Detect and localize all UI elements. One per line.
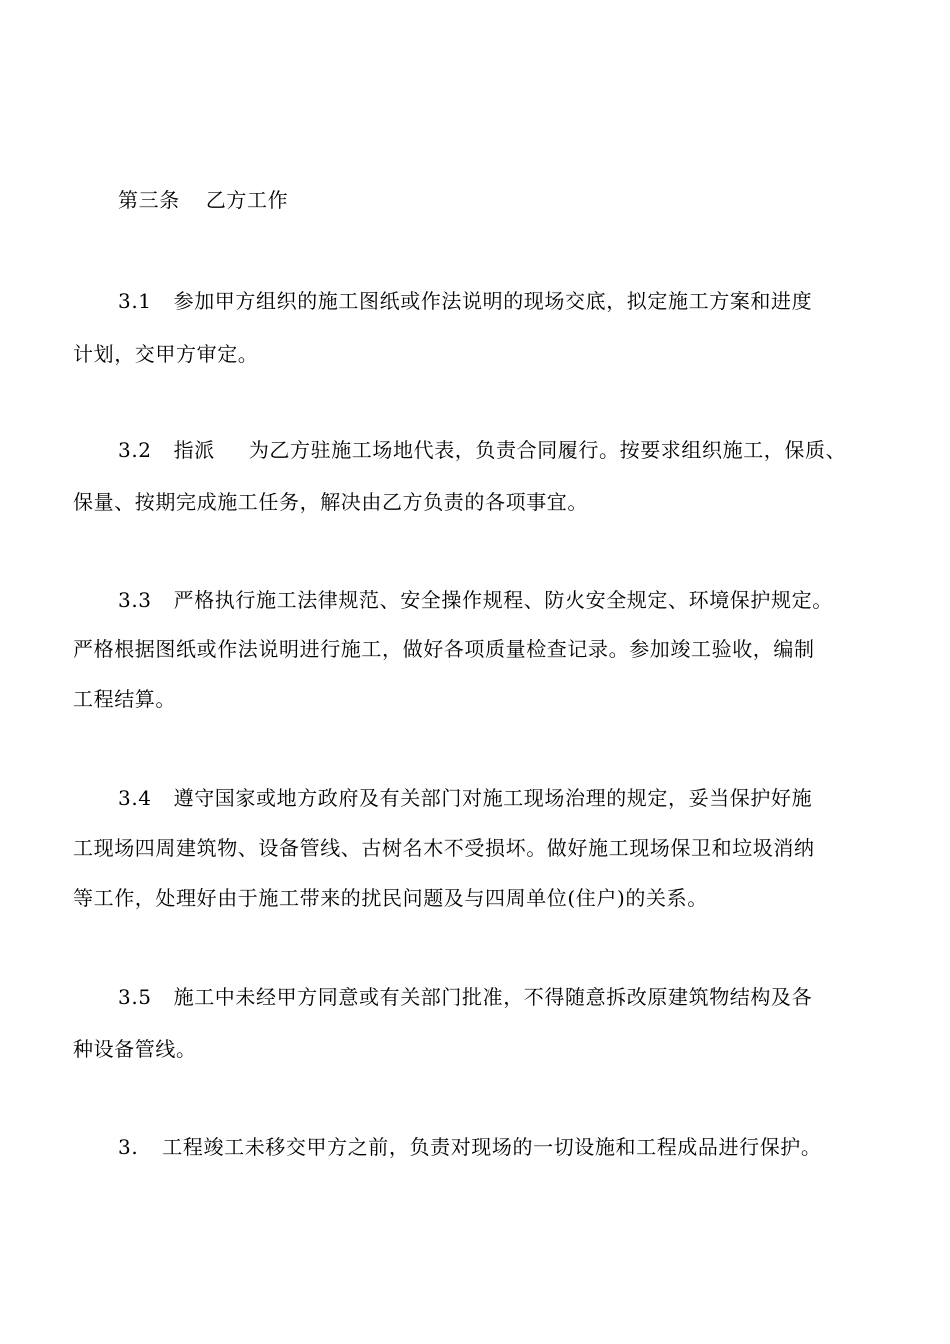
clause-3-5-line-1 — [118, 983, 948, 1011]
clause-number: 3.5 — [118, 985, 152, 1009]
clause-text: 施工中未经甲方同意或有关部门批准，不得随意拆改原建筑物结构及各 — [173, 985, 813, 1009]
clause-number: 3.1 — [118, 289, 152, 313]
clause-3-3-line-1 — [118, 586, 948, 614]
clause-text: 遵守国家或地方政府及有关部门对施工现场治理的规定，妥当保护好施 — [173, 786, 813, 810]
clause-text: 参加甲方组织的施工图纸或作法说明的现场交底，拟定施工方案和进度 — [173, 289, 813, 313]
clause-3-6-line-1 — [118, 1133, 948, 1161]
clause-text: 为乙方驻施工场地代表，负责合同履行。按要求组织施工，保质、 — [248, 438, 847, 462]
clause-text: 等工作，处理好由于施工带来的扰民问题及与四周单位(住户)的关系。 — [73, 886, 708, 910]
clause-text: 严格根据图纸或作法说明进行施工，做好各项质量检查记录。参加竣工验收，编制 — [73, 637, 815, 661]
clause-3-2-line-2 — [73, 488, 903, 516]
article-number: 第三条 — [118, 188, 180, 212]
clause-text: 计划，交甲方审定。 — [73, 342, 259, 366]
clause-number: 3.2 — [118, 438, 152, 462]
clause-3-1-line-1 — [118, 287, 948, 315]
clause-3-3-line-2 — [73, 635, 903, 663]
article-title: 乙方工作 — [205, 188, 289, 212]
clause-3-2-line-1 — [118, 436, 948, 464]
clause-3-4-line-3 — [73, 884, 903, 912]
clause-3-4-line-1 — [118, 784, 948, 812]
clause-text: 工程竣工未移交甲方之前，负责对现场的一切设施和工程成品进行保护。 — [162, 1135, 822, 1159]
clause-3-1-line-2 — [73, 340, 903, 368]
clause-text: 种设备管线。 — [73, 1037, 197, 1061]
clause-text: 严格执行施工法律规范、安全操作规程、防火安全规定、环境保护规定。 — [173, 588, 833, 612]
clause-number: 3. — [118, 1135, 139, 1159]
clause-number: 3.3 — [118, 588, 152, 612]
clause-text: 工程结算。 — [73, 687, 176, 711]
clause-text: 工现场四周建筑物、设备管线、古树名木不受损坏。做好施工现场保卫和垃圾消纳 — [73, 836, 815, 860]
clause-3-3-line-3 — [73, 685, 903, 713]
clause-3-4-line-2 — [73, 834, 903, 862]
clause-3-5-line-2 — [73, 1035, 903, 1063]
clause-number: 3.4 — [118, 786, 152, 810]
article-heading — [118, 186, 948, 214]
clause-prefix: 指派 — [173, 438, 215, 462]
clause-text: 保量、按期完成施工任务，解决由乙方负责的各项事宜。 — [73, 490, 588, 514]
